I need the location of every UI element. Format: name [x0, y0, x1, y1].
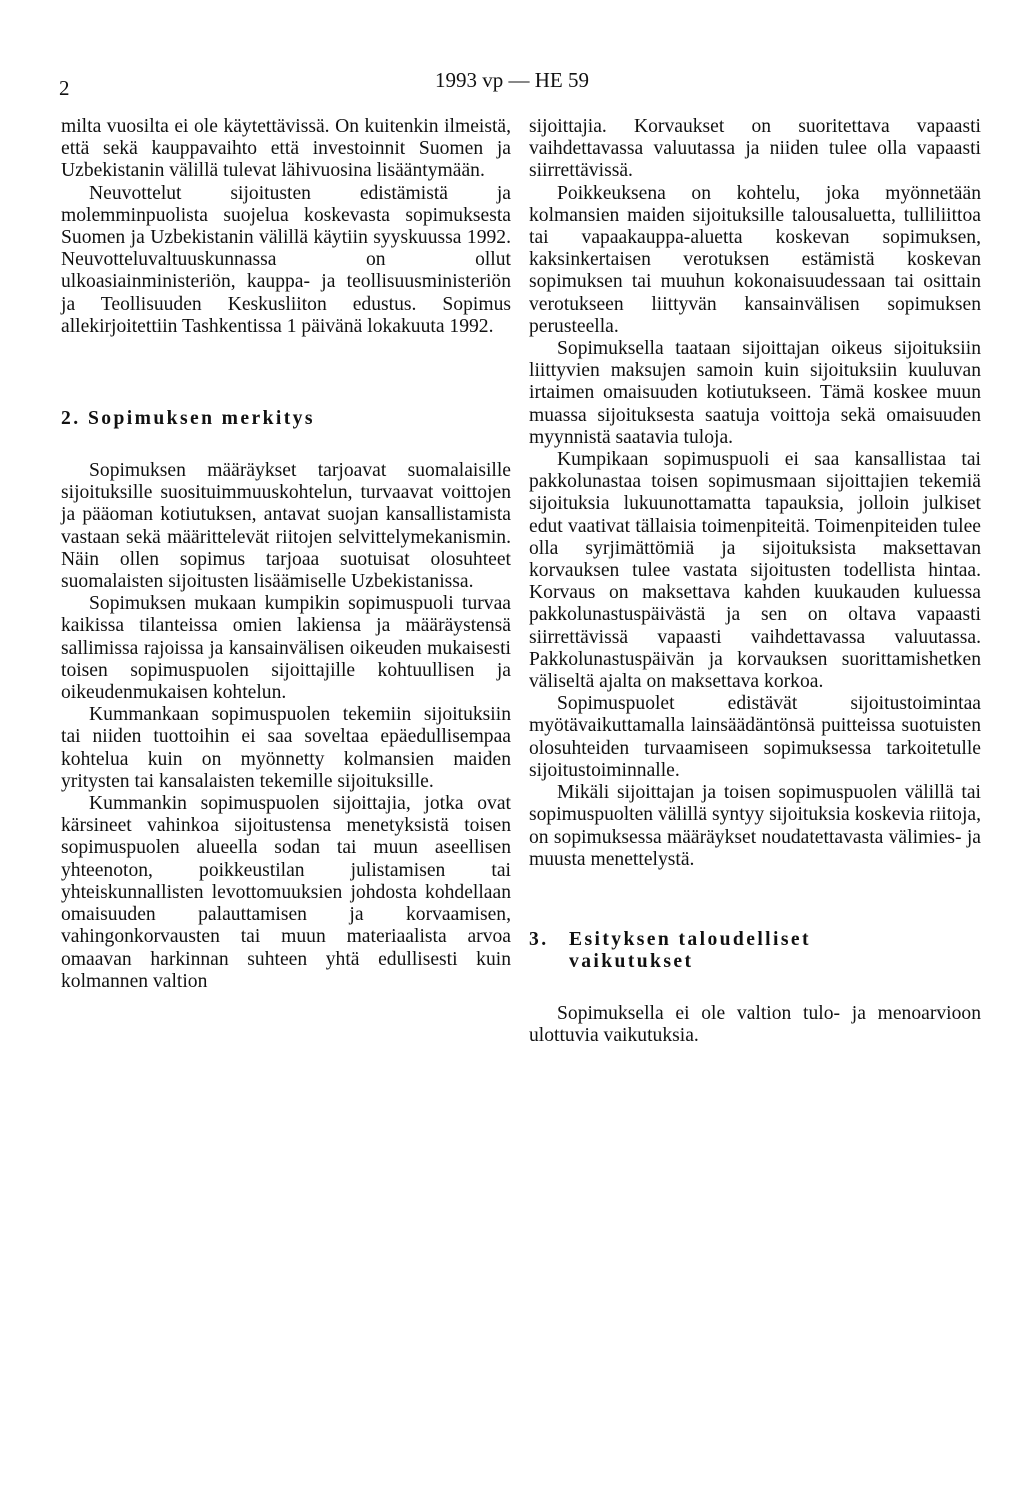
paragraph: Sopimuksella ei ole valtion tulo- ja menoarvioon ulottuvia vaikutuksia.	[529, 1002, 981, 1047]
paragraph: Sopimuksella taataan sijoittajan oikeus sijoituksiin liittyvien maksujen samoin kuin sijoituksiin kuuluvan irtaimen omaisuuden kotiutukseen. Tämä koskee muun muassa sijoituksesta saatuja voittoja sekä omaisuuden myynnistä saatavia tuloja.	[529, 338, 981, 448]
section-number: 3.	[529, 928, 549, 950]
paragraph: Kummankin sopimuspuolen sijoittajia, jotka ovat kärsineet vahinkoa sijoitustensa menetyksistä toisen sopimuspuolen alueella sodan tai muun aseellisen yhteenoton, poikkeustilan julistamisen tai yhteiskunnallisten levottomuuksien johdosta kohdellaan omaisuuden palauttamisen ja korvaamisen, vahingonkorvausten tai muun materiaalista arvoa omaavan harkinnan suhteen yhtä edullisesti kuin kolmannen valtion	[61, 793, 511, 992]
section-title-continued: vaikutukset	[569, 950, 694, 972]
section-number: 2.	[61, 408, 81, 430]
paragraph: Sopimuspuolet edistävät sijoitustoimintaa myötävaikuttamalla lainsäädäntönsä puitteissa suotuisten olosuhteiden turvaamiseen sopimuksessa tarkoitetulle sijoitustoiminnalle.	[529, 693, 981, 781]
section-heading	[529, 929, 981, 973]
paragraph: milta vuosilta ei ole käytettävissä. On kuitenkin ilmeistä, että sekä kauppavaihto että investoinnit Suomen ja Uzbekistanin välillä tulevat lähivuosina lisääntymään.	[61, 116, 511, 182]
right-column	[529, 116, 981, 1047]
paragraph: Sopimuksen määräykset tarjoavat suomalaisille sijoituksille suosituimmuuskohtelun, turvaavat voittojen ja pääoman kotiutuksen, antavat suojan kansallistamista vastaan sekä määrittelevät riitojen selvittelymekanismin. Näin ollen sopimus tarjoaa suotuisat olosuhteet suomalaisten sijoitusten lisäämiselle Uzbekistanissa.	[61, 460, 511, 593]
section-heading	[61, 408, 511, 430]
paragraph: Poikkeuksena on kohtelu, joka myönnetään kolmansien maiden sijoituksille talousaluetta, tulliliittoa tai vapaakauppa-aluetta koskevan sopimuksen, kaksinkertaisen verotuksen estämistä koskevan sopimuksen tai muuhun kokonaisuudessaan tai osittain verotukseen liittyvän kansainvälisen sopimuksen perusteella.	[529, 182, 981, 337]
page-number: 2	[59, 76, 70, 100]
paragraph: Kumpikaan sopimuspuoli ei saa kansallistaa tai pakkolunastaa toisen sopimusmaan sijoittajien tekemiä sijoituksia lukuunottamatta tapauksia, jolloin julkiset edut vaativat tällaisia toimenpiteitä. Toimenpiteiden tulee olla syrjimättömiä ja sijoituksista maksettavan korvauksen tulee vastata sijoitusten todellista hintaa. Korvaus on maksettava kahden kuukauden kuluessa pakkolunastuspäivästä ja sen on oltava vapaasti siirrettävissä vapaasti vaihdettavassa valuutassa. Pakkolunastuspäivän ja korvauksen suorittamishetken väliseltä ajalta on maksettava korkoa.	[529, 449, 981, 693]
paragraph: Sopimuksen mukaan kumpikin sopimuspuoli turvaa kaikissa tilanteissa omien lakiensa ja määräystensä sallimissa rajoissa ja kansainvälisen oikeuden mukaisesti toisen sopimuspuolen sijoittajille kohtuullisen ja oikeudenmukaisen kohtelun.	[61, 593, 511, 704]
paragraph: Neuvottelut sijoitusten edistämistä ja molemminpuolista suojelua koskevasta sopimuksesta Suomen ja Uzbekistanin välillä käytiin syyskuussa 1992. Neuvotteluvaltuuskunnassa on ollut ulkoasiainministeriön, kauppa- ja teollisuusministeriön ja Teollisuuden Keskusliiton edustus. Sopimus allekirjoitettiin Tashkentissa 1 päivänä lokakuuta 1992.	[61, 182, 511, 337]
section-title: Sopimuksen merkitys	[88, 408, 315, 430]
left-column	[61, 116, 511, 993]
paragraph: sijoittajia. Korvaukset on suoritettava vapaasti vaihdettavassa valuutassa ja niiden tulee olla vapaasti siirrettävissä.	[529, 116, 981, 182]
paragraph: Kummankaan sopimuspuolen tekemiin sijoituksiin tai niiden tuottoihin ei saa soveltaa epäedullisempaa kohtelua kuin on myönnetty kolmansien maiden yritysten tai kansalaisten tekemille sijoituksille.	[61, 704, 511, 792]
section-title: Esityksen taloudelliset	[569, 928, 811, 950]
paragraph: Mikäli sijoittajan ja toisen sopimuspuolen välillä tai sopimuspuolten välillä syntyy sijoituksia koskevia riitoja, on sopimuksessa määräykset noudatettavasta välimies- ja muusta menettelystä.	[529, 782, 981, 870]
running-header: 1993 vp — HE 59	[435, 68, 589, 92]
